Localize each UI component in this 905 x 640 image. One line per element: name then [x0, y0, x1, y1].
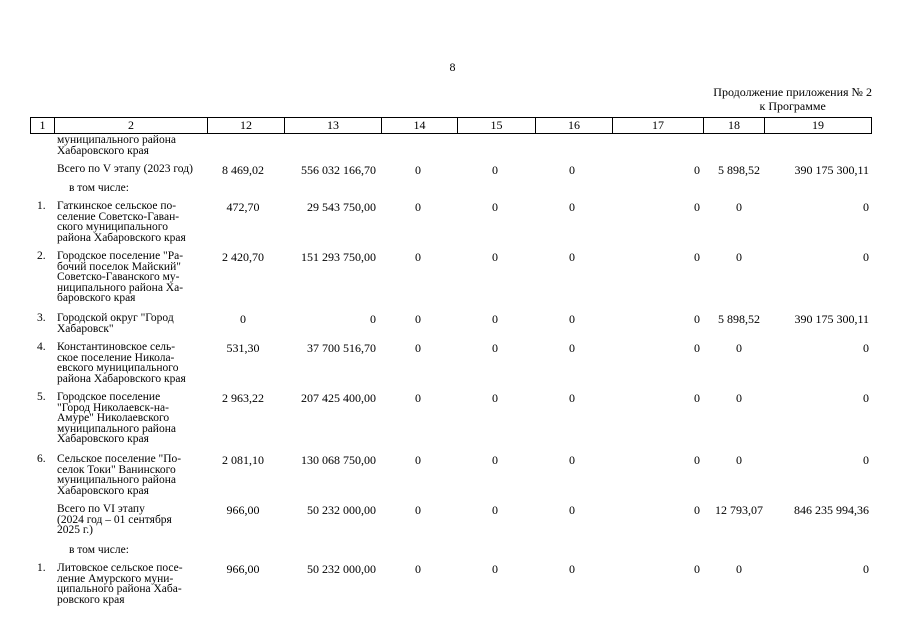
row-name: Городское поселение "Ра- бочий поселок Майский" Советско-Гаванского му- ниципального района Ха- баровского края	[57, 250, 184, 304]
cell-14: 0	[415, 391, 421, 405]
col-header-17: 17	[612, 118, 703, 133]
row-name: Всего по VI этапу (2024 год – 01 сентября 2025 г.)	[57, 503, 172, 536]
continuation-line-1: Продолжение приложения № 2	[713, 85, 872, 99]
cell-18: 0	[736, 250, 742, 264]
cell-13: 556 032 166,70	[301, 163, 376, 177]
cell-19: 0	[863, 562, 869, 576]
row-name: Городское поселение "Город Николаевск-на- Амуре" Николаевского муниципального района Хабаровского края	[57, 391, 176, 445]
cell-17: 0	[694, 250, 700, 264]
cell-12: 2 420,70	[222, 250, 264, 264]
cell-12: 966,00	[226, 562, 260, 576]
row-name: Литовское сельское посе- ление Амурского муни- ципального района Хаба- ровского края	[57, 562, 183, 606]
cell-15: 0	[492, 503, 498, 517]
cell-19: 0	[863, 391, 869, 405]
cell-12: 966,00	[226, 503, 260, 517]
cell-16: 0	[569, 312, 575, 326]
row-name: Городской округ "Город Хабаровск"	[57, 312, 174, 335]
cell-15: 0	[492, 200, 498, 214]
col-header-16: 16	[535, 118, 612, 133]
cell-18: 0	[736, 562, 742, 576]
cell-14: 0	[415, 163, 421, 177]
cell-13: 50 232 000,00	[307, 503, 376, 517]
page-number: 8	[449, 60, 456, 74]
cell-13: 151 293 750,00	[301, 250, 376, 264]
cell-15: 0	[492, 562, 498, 576]
cell-18: 0	[736, 453, 742, 467]
section-subheading: в том числе:	[69, 182, 129, 194]
cell-19: 846 235 994,36	[794, 503, 869, 517]
cell-15: 0	[492, 453, 498, 467]
continuation-note	[713, 85, 872, 113]
cell-16: 0	[569, 163, 575, 177]
cell-17: 0	[694, 453, 700, 467]
cell-17: 0	[694, 562, 700, 576]
cell-12: 472,70	[226, 200, 260, 214]
cell-16: 0	[569, 200, 575, 214]
col-header-2: 2	[54, 118, 207, 133]
row-name: Гаткинское сельское по- селение Советско-Гаван- ского муниципального района Хабаровского края	[57, 200, 186, 244]
cell-12: 531,30	[226, 341, 260, 355]
col-header-13: 13	[284, 118, 381, 133]
col-header-14: 14	[381, 118, 457, 133]
cell-13: 0	[370, 312, 376, 326]
col-header-1: 1	[39, 118, 46, 132]
cell-12: 2 081,10	[222, 453, 264, 467]
cell-14: 0	[415, 562, 421, 576]
table-header	[30, 117, 872, 134]
cell-14: 0	[415, 503, 421, 517]
row-number: 4.	[37, 341, 46, 353]
cell-17: 0	[694, 503, 700, 517]
col-header-19: 19	[764, 118, 871, 133]
cell-18: 0	[736, 200, 742, 214]
cell-12: 0	[240, 312, 246, 326]
row-number: 3.	[37, 312, 46, 324]
cell-14: 0	[415, 341, 421, 355]
cell-14: 0	[415, 200, 421, 214]
col-header-12: 12	[207, 118, 284, 133]
cell-17: 0	[694, 163, 700, 177]
cell-16: 0	[569, 250, 575, 264]
row-name: Всего по V этапу (2023 год)	[57, 163, 193, 175]
col-header-15: 15	[457, 118, 535, 133]
cell-17: 0	[694, 200, 700, 214]
row-number: 5.	[37, 391, 46, 403]
row-number: 2.	[37, 250, 46, 262]
col-header-18: 18	[703, 118, 764, 133]
cell-13: 207 425 400,00	[301, 391, 376, 405]
cell-19: 0	[863, 250, 869, 264]
cell-13: 37 700 516,70	[307, 341, 376, 355]
row-number: 1.	[37, 200, 46, 212]
cell-15: 0	[492, 163, 498, 177]
cell-12: 8 469,02	[222, 163, 264, 177]
continued-row-text: муниципального района Хабаровского края	[57, 134, 176, 157]
cell-13: 50 232 000,00	[307, 562, 376, 576]
cell-18: 0	[736, 391, 742, 405]
cell-17: 0	[694, 391, 700, 405]
cell-13: 29 543 750,00	[307, 200, 376, 214]
cell-18: 12 793,07	[715, 503, 763, 517]
cell-15: 0	[492, 312, 498, 326]
cell-17: 0	[694, 312, 700, 326]
cell-16: 0	[569, 453, 575, 467]
cell-13: 130 068 750,00	[301, 453, 376, 467]
cell-19: 390 175 300,11	[794, 163, 869, 177]
continuation-line-2: к Программе	[759, 99, 826, 113]
cell-18: 0	[736, 341, 742, 355]
cell-14: 0	[415, 453, 421, 467]
cell-19: 0	[863, 200, 869, 214]
cell-15: 0	[492, 250, 498, 264]
cell-14: 0	[415, 250, 421, 264]
cell-18: 5 898,52	[718, 312, 760, 326]
row-name: Сельское поселение "По- селок Токи" Ванинского муниципального района Хабаровского края	[57, 453, 182, 497]
cell-14: 0	[415, 312, 421, 326]
cell-16: 0	[569, 503, 575, 517]
section-subheading: в том числе:	[69, 544, 129, 556]
cell-17: 0	[694, 341, 700, 355]
cell-15: 0	[492, 341, 498, 355]
cell-16: 0	[569, 562, 575, 576]
cell-15: 0	[492, 391, 498, 405]
cell-19: 0	[863, 341, 869, 355]
row-name: Константиновское сель- ское поселение Никола- евского муниципального района Хабаровского края	[57, 341, 186, 385]
cell-12: 2 963,22	[222, 391, 264, 405]
cell-18: 5 898,52	[718, 163, 760, 177]
cell-19: 0	[863, 453, 869, 467]
row-number: 1.	[37, 562, 46, 574]
cell-19: 390 175 300,11	[794, 312, 869, 326]
cell-16: 0	[569, 391, 575, 405]
cell-16: 0	[569, 341, 575, 355]
row-number: 6.	[37, 453, 46, 465]
